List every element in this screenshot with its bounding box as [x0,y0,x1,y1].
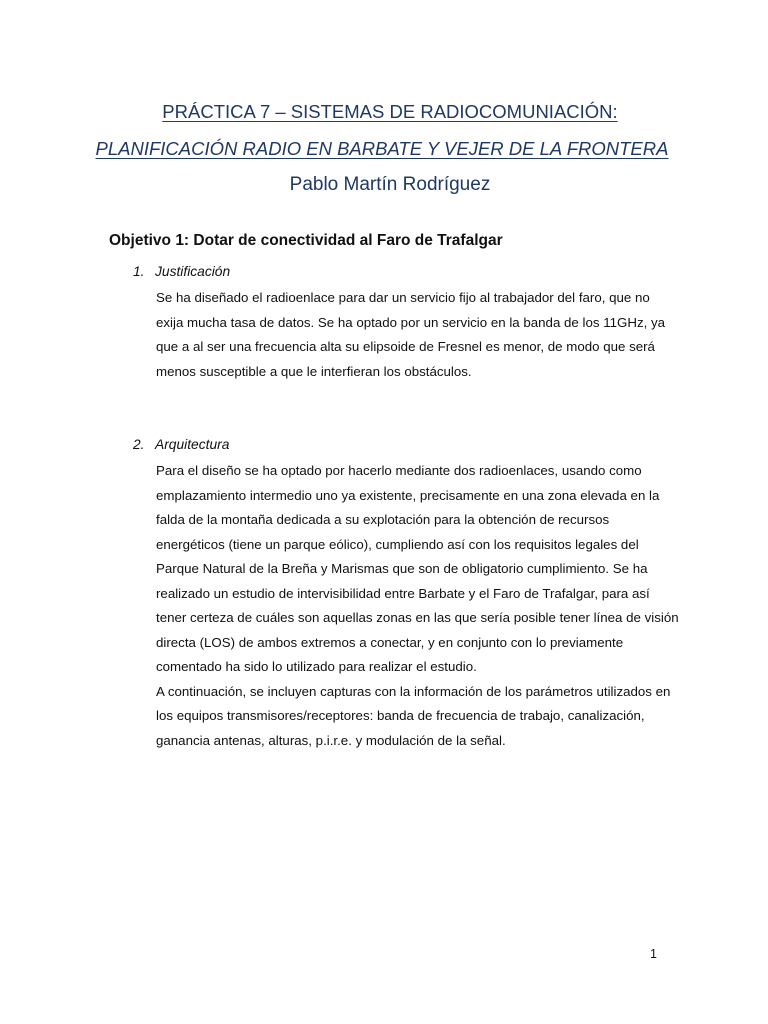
paragraph-line: comentado ha sido lo utilizado para realizar el estudio. [156,659,477,674]
document-title: PRÁCTICA 7 – SISTEMAS DE RADIOCOMUNIACIÓN: [162,101,618,122]
list-item-heading: Arquitectura [155,437,230,452]
section-heading: Objetivo 1: Dotar de conectividad al Faro de Trafalgar [109,232,503,249]
paragraph-line: falda de la montaña dedicada a su explotación para la obtención de recursos [156,512,610,527]
paragraph-line: Se ha diseñado el radioenlace para dar un servicio fijo al trabajador del faro, que no [156,290,650,305]
list-item-heading: Justificación [155,264,231,279]
paragraph-line: que a al ser una frecuencia alta su elipsoide de Fresnel es menor, de modo que será [156,339,655,354]
list-item-arquitectura [133,437,229,452]
document-subtitle: PLANIFICACIÓN RADIO EN BARBATE Y VEJER DE LA FRONTERA [95,138,669,159]
paragraph-line: ganancia antenas, alturas, p.i.r.e. y modulación de la señal. [156,732,506,748]
paragraph-line: menos susceptible a que le interfieran los obstáculos. [156,363,472,379]
paragraph-line: emplazamiento intermedio uno ya existente, precisamente en una zona elevada en la [156,487,660,503]
paragraph-line: exija mucha tasa de datos. Se ha optado por un servicio en la banda de los 11GHz, ya [156,314,666,330]
paragraph-line: Parque Natural de la Breña y Marismas que son de obligatorio cumplimiento. Se ha [156,561,648,576]
paragraph-line: energéticos (tiene un parque eólico), cumpliendo así con los requisitos legales del [156,536,639,552]
paragraph-arquitectura [156,459,679,753]
paragraph-line: los equipos transmisores/receptores: banda de frecuencia de trabajo, canalización, [156,708,645,723]
list-item-justificacion [133,264,230,279]
page-number: 1 [650,947,657,961]
paragraph-line: Para el diseño se ha optado por hacerlo mediante dos radioenlaces, usando como [156,463,642,478]
paragraph-line: directa (LOS) de ambos extremos a conectar, y en conjunto con lo previamente [156,634,624,650]
list-item-number: 1. [133,264,145,279]
document-author: Pablo Martín Rodríguez [289,174,491,195]
paragraph-line: tener certeza de cuáles son aquellas zonas en las que sería posible tener línea de visión [156,610,679,625]
paragraph-justificacion [156,286,676,384]
paragraph-line: realizado un estudio de intervisibilidad entre Barbate y el Faro de Trafalgar, para así [156,585,650,601]
list-item-number: 2. [133,437,145,452]
paragraph-line: A continuación, se incluyen capturas con la información de los parámetros utilizados en [156,683,671,699]
